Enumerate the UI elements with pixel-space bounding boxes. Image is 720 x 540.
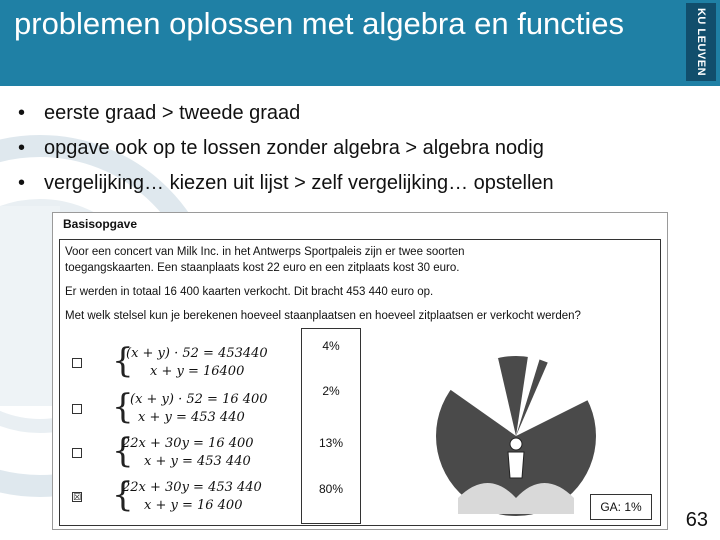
page-number: 63 bbox=[685, 509, 708, 531]
equation-1: (x + y) · 52 = 453440 bbox=[126, 346, 268, 361]
answer-option bbox=[60, 475, 660, 518]
logo-text: KU LEUVEN bbox=[695, 7, 707, 77]
option-checkbox[interactable] bbox=[72, 358, 82, 368]
option-checkbox[interactable] bbox=[72, 404, 82, 414]
answer-option bbox=[60, 431, 660, 474]
ga-label: GA: 1% bbox=[590, 494, 652, 520]
ku-leuven-logo bbox=[686, 3, 716, 81]
title-bar bbox=[0, 0, 720, 86]
answer-option bbox=[60, 387, 660, 430]
equation-2: x + y = 16400 bbox=[150, 364, 245, 379]
equation-1: 22x + 30y = 453 440 bbox=[122, 480, 262, 495]
brace-icon: { bbox=[112, 431, 134, 471]
option-checkbox[interactable] bbox=[72, 448, 82, 458]
bullet-item: • opgave ook op te lossen zonder algebra > algebra nodig bbox=[18, 131, 554, 166]
exercise-text-line: Er werden in totaal 16 400 kaarten verkocht. Dit bracht 453 440 euro op. bbox=[65, 286, 434, 298]
equation-2: x + y = 453 440 bbox=[138, 410, 245, 425]
bullet-item: • eerste graad > tweede graad bbox=[18, 96, 554, 131]
exercise-text-line: Voor een concert van Milk Inc. in het Antwerps Sportpaleis zijn er twee soorten bbox=[65, 246, 465, 258]
exercise-text-line: toegangskaarten. Een staanplaats kost 22 euro en een zitplaats kost 30 euro. bbox=[65, 262, 460, 274]
equation-1: (x + y) · 52 = 16 400 bbox=[130, 392, 268, 407]
bullet-item: • vergelijking… kiezen uit lijst > zelf vergelijking… opstellen bbox=[18, 166, 554, 201]
exercise-heading: Basisopgave bbox=[63, 217, 138, 231]
answer-option bbox=[60, 341, 660, 384]
option-percentage: 80% bbox=[318, 482, 344, 496]
option-percentage: 2% bbox=[322, 384, 340, 398]
equation-1: 22x + 30y = 16 400 bbox=[122, 436, 254, 451]
brace-icon: { bbox=[112, 341, 134, 381]
bullet-list bbox=[18, 96, 554, 201]
exercise-box bbox=[59, 239, 661, 526]
option-checkbox[interactable]: ☒ bbox=[73, 492, 82, 502]
equation-2: x + y = 16 400 bbox=[144, 498, 243, 513]
option-percentage: 4% bbox=[322, 339, 340, 353]
slide-title: problemen oplossen met algebra en functies bbox=[14, 6, 625, 41]
brace-icon: { bbox=[112, 387, 134, 427]
equation-2: x + y = 453 440 bbox=[144, 454, 251, 469]
brace-icon: { bbox=[112, 475, 134, 515]
option-percentage: 13% bbox=[318, 436, 344, 450]
exercise-image bbox=[52, 212, 668, 530]
exercise-question: Met welk stelsel kun je berekenen hoeveel staanplaatsen en hoeveel zitplaatsen er verkocht werden? bbox=[65, 310, 581, 322]
